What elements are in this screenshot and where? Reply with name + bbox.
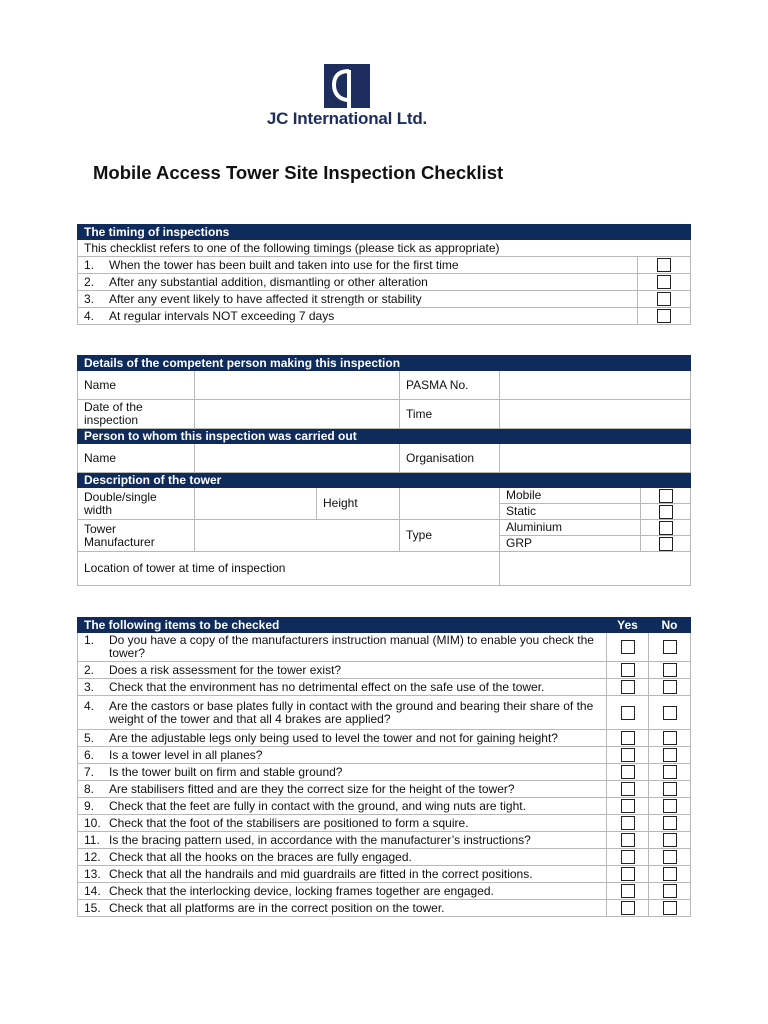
manufacturer-field[interactable]: [195, 520, 400, 552]
yes-checkbox[interactable]: [621, 799, 635, 813]
option-aluminium-label: Aluminium: [500, 520, 641, 536]
check-item-text: Do you have a copy of the manufacturers instruction manual (MIM) to enable you check the tower?: [109, 633, 594, 660]
check-item-text: Check that the interlocking device, locking frames together are engaged.: [109, 883, 494, 898]
check-row: [78, 764, 691, 781]
no-cell: [649, 832, 691, 849]
check-row: [78, 883, 691, 900]
check-item: [78, 764, 607, 781]
yes-cell: [607, 633, 649, 662]
page-title: Mobile Access Tower Site Inspection Checklist: [93, 162, 504, 183]
no-checkbox[interactable]: [663, 816, 677, 830]
no-cell: [649, 730, 691, 747]
check-item-number: 1.: [84, 633, 95, 647]
check-row: [78, 900, 691, 917]
check-item-text: Check that the feet are fully in contact with the ground, and wing nuts are tight.: [109, 798, 526, 813]
tower-header: Description of the tower: [78, 473, 691, 488]
check-item-text: Check that all the handrails and mid guardrails are fitted in the correct positions.: [109, 866, 533, 881]
check-row: [78, 832, 691, 849]
check-row: [78, 798, 691, 815]
check-row: [78, 633, 691, 662]
check-item: [78, 866, 607, 883]
check-item-text: Does a risk assessment for the tower exist?: [109, 662, 342, 677]
yes-checkbox[interactable]: [621, 680, 635, 694]
no-checkbox[interactable]: [663, 765, 677, 779]
no-checkbox[interactable]: [663, 640, 677, 654]
name-field[interactable]: [195, 371, 400, 400]
timing-row: [78, 257, 691, 274]
yes-cell: [607, 730, 649, 747]
timing-table: [77, 224, 691, 325]
pasma-field[interactable]: [500, 371, 691, 400]
check-item: [78, 798, 607, 815]
date-label: Date of the inspection: [78, 400, 195, 429]
person-name-field[interactable]: [195, 444, 400, 473]
no-checkbox[interactable]: [663, 833, 677, 847]
check-item: [78, 815, 607, 832]
yes-cell: [607, 662, 649, 679]
yes-cell: [607, 900, 649, 917]
check-item: [78, 747, 607, 764]
yes-checkbox[interactable]: [621, 663, 635, 677]
width-field[interactable]: [195, 488, 317, 520]
time-field[interactable]: [500, 400, 691, 429]
no-checkbox[interactable]: [663, 799, 677, 813]
option-grp-checkbox[interactable]: [659, 537, 673, 551]
timing-checkbox[interactable]: [657, 275, 671, 289]
yes-cell: [607, 679, 649, 696]
no-cell: [649, 815, 691, 832]
yes-cell: [607, 798, 649, 815]
check-item: [78, 662, 607, 679]
yes-cell: [607, 696, 649, 730]
no-checkbox[interactable]: [663, 731, 677, 745]
check-item-number: 8.: [84, 781, 95, 796]
date-field[interactable]: [195, 400, 400, 429]
organisation-field[interactable]: [500, 444, 691, 473]
check-item: [78, 679, 607, 696]
timing-row: [78, 274, 691, 291]
pasma-label: PASMA No.: [400, 371, 500, 400]
yes-checkbox[interactable]: [621, 850, 635, 864]
person-name-label: Name: [78, 444, 195, 473]
no-checkbox[interactable]: [663, 663, 677, 677]
check-item-text: Are the adjustable legs only being used to level the tower and not for gaining height?: [109, 730, 558, 745]
timing-row: [78, 308, 691, 325]
no-cell: [649, 696, 691, 730]
check-item: [78, 900, 607, 917]
timing-item: [78, 274, 638, 291]
no-cell: [649, 798, 691, 815]
yes-checkbox[interactable]: [621, 833, 635, 847]
no-cell: [649, 883, 691, 900]
timing-checkbox-cell: [638, 291, 691, 308]
location-label: Location of tower at time of inspection: [78, 552, 500, 586]
check-row: [78, 747, 691, 764]
check-item-text: Check that the environment has no detrimental effect on the safe use of the tower.: [109, 679, 545, 694]
name-label: Name: [78, 371, 195, 400]
timing-checkbox-cell: [638, 308, 691, 325]
timing-item-text: At regular intervals NOT exceeding 7 days: [109, 308, 335, 323]
no-cell: [649, 781, 691, 798]
timing-item: [78, 308, 638, 325]
timing-intro: This checklist refers to one of the following timings (please tick as appropriate): [78, 240, 691, 257]
time-label: Time: [400, 400, 500, 429]
manufacturer-label: Tower Manufacturer: [78, 520, 195, 552]
no-header: No: [649, 618, 691, 633]
jc-logo-mark-icon: [324, 64, 370, 108]
no-cell: [649, 900, 691, 917]
height-label: Height: [317, 488, 400, 520]
check-item-number: 2.: [84, 662, 95, 677]
check-item-number: 15.: [84, 900, 101, 915]
check-item-number: 5.: [84, 730, 95, 745]
yes-cell: [607, 832, 649, 849]
check-row: [78, 866, 691, 883]
option-aluminium-checkbox[interactable]: [659, 521, 673, 535]
person-header: Person to whom this inspection was carried out: [78, 429, 691, 444]
check-row: [78, 662, 691, 679]
timing-row: [78, 291, 691, 308]
timing-item-number: 2.: [84, 274, 95, 289]
yes-cell: [607, 849, 649, 866]
check-item: [78, 633, 607, 662]
check-item-number: 4.: [84, 698, 95, 713]
check-item: [78, 883, 607, 900]
timing-checkbox[interactable]: [657, 309, 671, 323]
check-item-number: 9.: [84, 798, 95, 813]
height-field[interactable]: [400, 488, 500, 520]
location-field[interactable]: [500, 552, 691, 586]
option-aluminium-cell: [641, 520, 691, 536]
no-checkbox[interactable]: [663, 884, 677, 898]
check-item-text: Are the castors or base plates fully in contact with the ground and bearing their share of the weight of the tower and that all 4 brakes are applied?: [109, 698, 594, 726]
option-grp-label: GRP: [500, 536, 641, 552]
yes-checkbox[interactable]: [621, 640, 635, 654]
check-item-text: Is the tower built on firm and stable ground?: [109, 764, 343, 779]
yes-checkbox[interactable]: [621, 765, 635, 779]
details-table: [77, 355, 691, 586]
yes-cell: [607, 866, 649, 883]
yes-checkbox[interactable]: [621, 748, 635, 762]
width-label: Double/single width: [78, 488, 195, 520]
timing-checkbox[interactable]: [657, 292, 671, 306]
timing-item-number: 3.: [84, 291, 95, 306]
yes-cell: [607, 781, 649, 798]
check-row: [78, 679, 691, 696]
timing-checkbox-cell: [638, 257, 691, 274]
check-item: [78, 832, 607, 849]
company-name: JC International Ltd.: [266, 109, 428, 128]
yes-header: Yes: [607, 618, 649, 633]
check-item-number: 3.: [84, 679, 95, 694]
check-row: [78, 815, 691, 832]
yes-cell: [607, 764, 649, 781]
check-item-text: Check that all the hooks on the braces are fully engaged.: [109, 849, 412, 864]
no-cell: [649, 633, 691, 662]
yes-cell: [607, 815, 649, 832]
timing-item-text: After any substantial addition, dismantling or other alteration: [109, 274, 428, 289]
check-item-number: 10.: [84, 815, 101, 830]
yes-checkbox[interactable]: [621, 706, 635, 720]
timing-item-text: After any event likely to have affected it strength or stability: [109, 291, 422, 306]
yes-checkbox[interactable]: [621, 782, 635, 796]
no-checkbox[interactable]: [663, 680, 677, 694]
check-item: [78, 849, 607, 866]
option-mobile-label: Mobile: [500, 488, 641, 504]
option-static-label: Static: [500, 504, 641, 520]
no-cell: [649, 764, 691, 781]
check-row: [78, 781, 691, 798]
type-label: Type: [400, 520, 500, 552]
no-checkbox[interactable]: [663, 782, 677, 796]
checks-header: The following items to be checked: [78, 618, 607, 633]
details-header: Details of the competent person making this inspection: [78, 356, 691, 371]
check-row: [78, 696, 691, 730]
check-item-text: Check that the foot of the stabilisers are positioned to form a squire.: [109, 815, 469, 830]
yes-cell: [607, 747, 649, 764]
no-checkbox[interactable]: [663, 850, 677, 864]
yes-checkbox[interactable]: [621, 816, 635, 830]
timing-checkbox[interactable]: [657, 258, 671, 272]
no-cell: [649, 849, 691, 866]
option-grp-cell: [641, 536, 691, 552]
checks-table: [77, 617, 691, 917]
yes-checkbox[interactable]: [621, 884, 635, 898]
check-item: [78, 730, 607, 747]
check-item-text: Are stabilisers fitted and are they the correct size for the height of the tower?: [109, 781, 515, 796]
timing-item-number: 1.: [84, 257, 95, 272]
yes-checkbox[interactable]: [621, 901, 635, 915]
option-static-checkbox[interactable]: [659, 505, 673, 519]
no-checkbox[interactable]: [663, 706, 677, 720]
no-checkbox[interactable]: [663, 748, 677, 762]
check-item-number: 6.: [84, 747, 95, 762]
check-item-number: 7.: [84, 764, 95, 779]
option-mobile-checkbox[interactable]: [659, 489, 673, 503]
check-row: [78, 849, 691, 866]
option-mobile-cell: [641, 488, 691, 504]
company-logo: [256, 64, 438, 130]
check-item-number: 13.: [84, 866, 101, 881]
check-row: [78, 730, 691, 747]
no-checkbox[interactable]: [663, 867, 677, 881]
no-checkbox[interactable]: [663, 901, 677, 915]
timing-item: [78, 257, 638, 274]
check-item-number: 12.: [84, 849, 101, 864]
check-item: [78, 696, 607, 730]
yes-checkbox[interactable]: [621, 867, 635, 881]
no-cell: [649, 662, 691, 679]
no-cell: [649, 866, 691, 883]
check-item-number: 14.: [84, 883, 101, 898]
yes-checkbox[interactable]: [621, 731, 635, 745]
check-item: [78, 781, 607, 798]
timing-header: The timing of inspections: [78, 225, 691, 240]
timing-item-number: 4.: [84, 308, 95, 323]
no-cell: [649, 747, 691, 764]
option-static-cell: [641, 504, 691, 520]
check-item-text: Check that all platforms are in the correct position on the tower.: [109, 900, 445, 915]
timing-checkbox-cell: [638, 274, 691, 291]
organisation-label: Organisation: [400, 444, 500, 473]
timing-item: [78, 291, 638, 308]
check-item-number: 11.: [84, 832, 100, 847]
yes-cell: [607, 883, 649, 900]
check-item-text: Is a tower level in all planes?: [109, 747, 263, 762]
timing-item-text: When the tower has been built and taken into use for the first time: [109, 257, 459, 272]
check-item-text: Is the bracing pattern used, in accordance with the manufacturer’s instructions?: [109, 832, 531, 847]
no-cell: [649, 679, 691, 696]
